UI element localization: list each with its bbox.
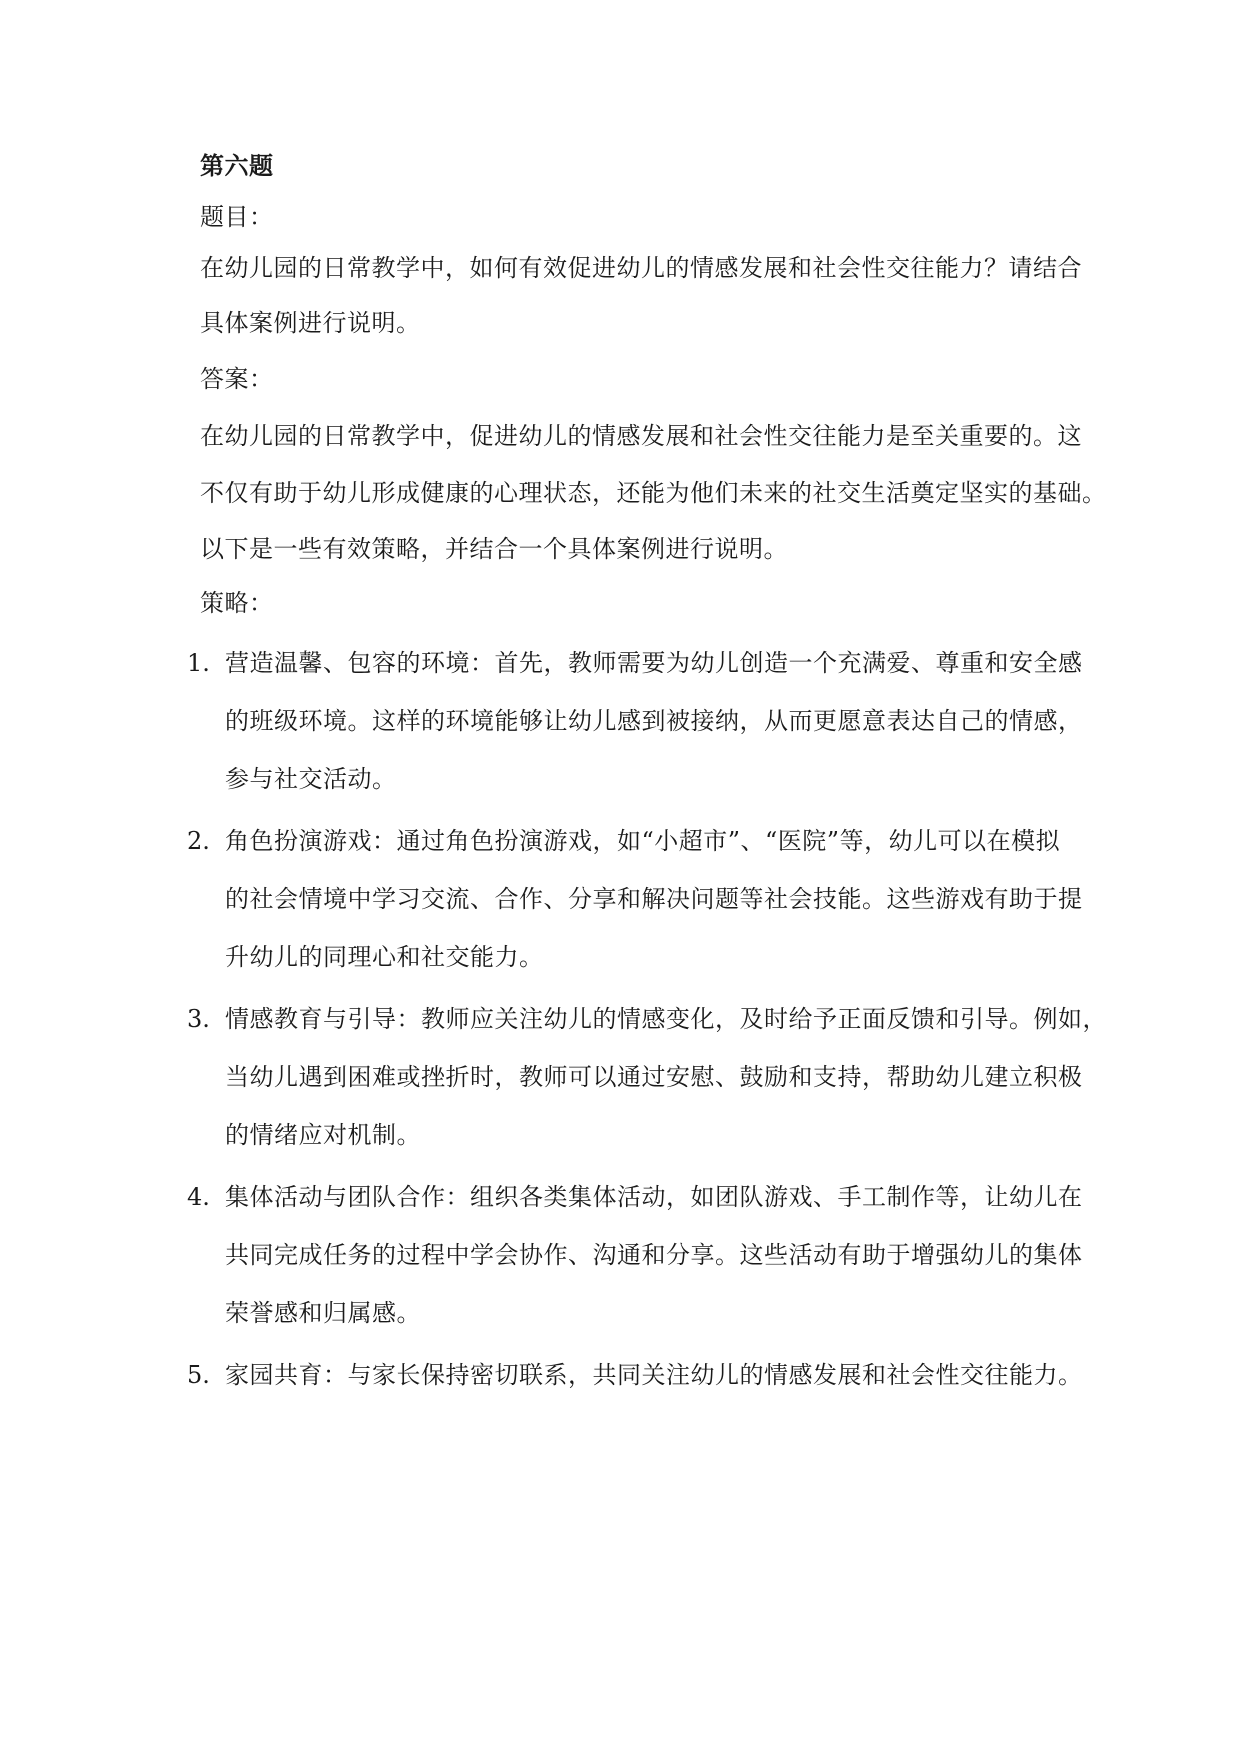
strategy-4-line-3: 荣誉感和归属感。: [225, 1299, 421, 1327]
strategy-3-line-2: 当幼儿遇到困难或挫折时，教师可以通过安慰、鼓励和支持，帮助幼儿建立积极: [225, 1063, 1083, 1091]
strategy-4-line-1: 集体活动与团队合作：组织各类集体活动，如团队游戏、手工制作等，让幼儿在: [225, 1183, 1083, 1211]
strategy-3-line-1: 情感教育与引导：教师应关注幼儿的情感变化，及时给予正面反馈和引导。例如，: [225, 1005, 1107, 1033]
answer-line-1: 在幼儿园的日常教学中，促进幼儿的情感发展和社会性交往能力是至关重要的。这: [200, 422, 1082, 450]
answer-line-3: 以下是一些有效策略，并结合一个具体案例进行说明。: [200, 535, 788, 563]
question-line-2: 具体案例进行说明。: [200, 309, 421, 337]
page-title: 第六题: [200, 151, 274, 180]
strategy-label: 策略：: [200, 589, 274, 617]
question-label: 题目：: [200, 203, 274, 231]
strategy-3-number: 3.: [187, 1005, 210, 1033]
strategy-2-line-3: 升幼儿的同理心和社交能力。: [225, 943, 544, 971]
strategy-2-number: 2.: [187, 827, 210, 855]
strategy-2-line-2: 的社会情境中学习交流、合作、分享和解决问题等社会技能。这些游戏有助于提: [225, 885, 1083, 913]
strategy-1-line-3: 参与社交活动。: [225, 765, 397, 793]
question-line-1: 在幼儿园的日常教学中，如何有效促进幼儿的情感发展和社会性交往能力？请结合: [200, 254, 1082, 282]
strategy-1-number: 1.: [187, 649, 210, 677]
strategy-4-number: 4.: [187, 1183, 210, 1211]
strategy-4-line-2: 共同完成任务的过程中学会协作、沟通和分享。这些活动有助于增强幼儿的集体: [225, 1241, 1083, 1269]
strategy-5-line-1: 家园共育：与家长保持密切联系，共同关注幼儿的情感发展和社会性交往能力。: [225, 1361, 1083, 1389]
answer-line-2: 不仅有助于幼儿形成健康的心理状态，还能为他们未来的社交生活奠定坚实的基础。: [200, 479, 1107, 507]
strategy-3-line-3: 的情绪应对机制。: [225, 1121, 421, 1149]
strategy-1-line-2: 的班级环境。这样的环境能够让幼儿感到被接纳，从而更愿意表达自己的情感，: [225, 707, 1083, 735]
answer-label: 答案：: [200, 365, 274, 393]
strategy-1-line-1: 营造温馨、包容的环境：首先，教师需要为幼儿创造一个充满爱、尊重和安全感: [225, 649, 1083, 677]
strategy-2-line-1: 角色扮演游戏：通过角色扮演游戏，如“小超市”、“医院”等，幼儿可以在模拟: [225, 827, 1061, 855]
strategy-5-number: 5.: [187, 1361, 210, 1389]
